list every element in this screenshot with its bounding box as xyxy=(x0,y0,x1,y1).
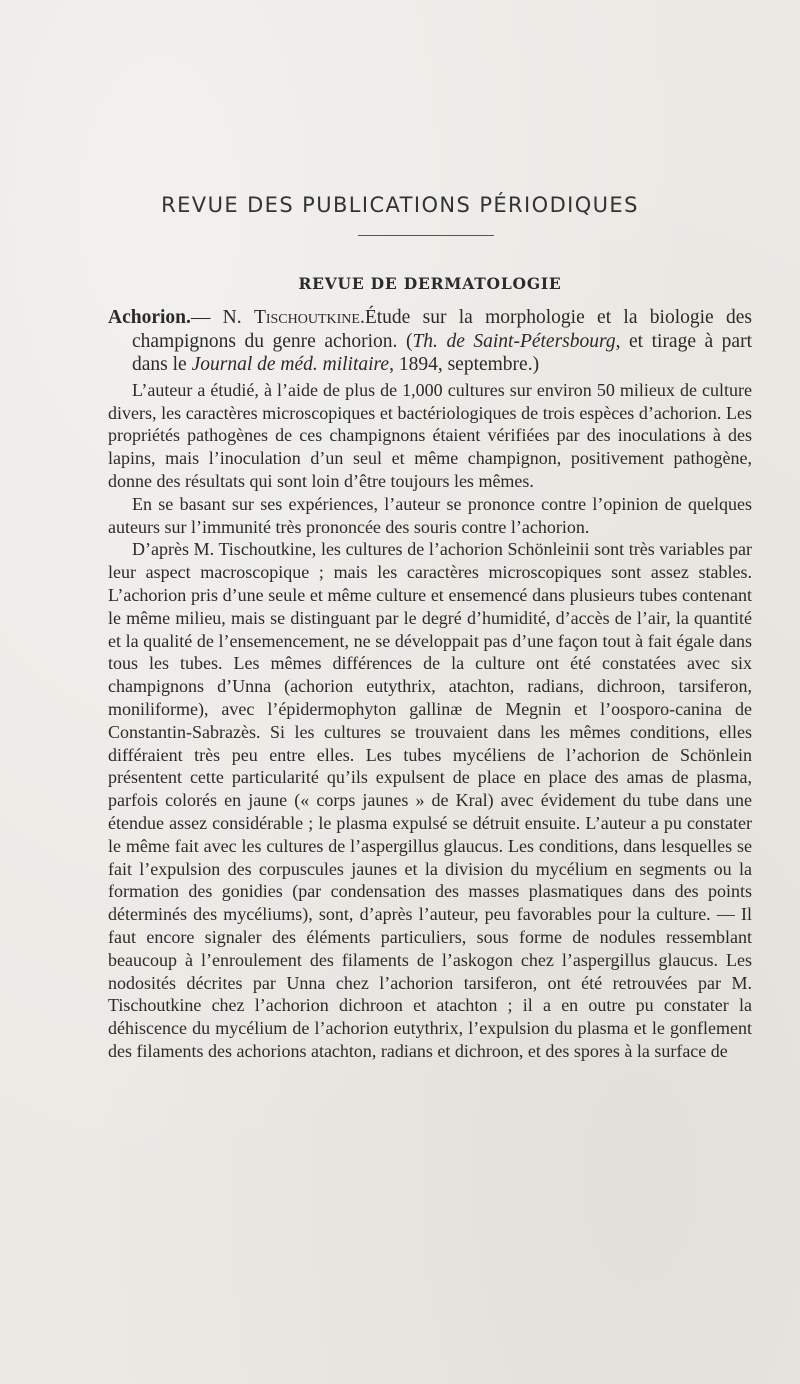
article-body xyxy=(108,306,752,1063)
entry-citation xyxy=(108,306,752,377)
title-rule xyxy=(358,235,494,236)
running-head: REVUE DES PUBLICATIONS PÉRIODIQUES xyxy=(161,193,639,217)
paragraph-2: En se basant sur ses expériences, l’auteur se prononce contre l’opinion de quelques auteurs sur l’immunité très prononcée des souris contre l’achorion. xyxy=(108,493,752,537)
entry-work: .Étude sur la morphologie et la biologie des champignons du genre achorion. ( xyxy=(132,307,752,352)
section-heading: REVUE DE DERMATOLOGIE xyxy=(298,274,562,293)
entry-author: Tischoutkine xyxy=(253,307,360,328)
entry-thesis: Th. de Saint-Pétersbourg xyxy=(412,330,616,352)
entry-date: , 1894, septembre.) xyxy=(389,354,540,376)
paragraph-1: L’auteur a étudié, à l’aide de plus de 1,000 cultures sur environ 50 milieux de culture divers, les caractères microscopiques et bactériologiques de trois espèces d’achorion. Les propriétés pathogènes de ces champignons étaient vérifiées par des inoculations à des lapins, mais l’inoculation d’un seul et même champignon, positivement pathogène, donne des résultats qui sont loin d’être toujours les mêmes. xyxy=(108,379,752,491)
paragraph-3: D’après M. Tischoutkine, les cultures de l’achorion Schönleinii sont très variables par leur aspect macroscopique ; mais les caractères microscopiques sont assez stables. L’achorion pris d’une seule et même culture et ensemencé dans plusieurs tubes contenant le même milieu, mais se distinguant par le degré d’humidité, d’accès de l’air, la quantité et la qualité de l’ensemencement, ne se développait pas d’une façon tout à fait égale dans tous les tubes. Les mêmes différences de la culture ont été constatées avec six champignons d’Unna (achorion eutythrix, atachton, radians, dichroon, tarsiferon, moniliforme), avec l’épidermophyton gallinæ de Megnin et l’oosporo-canina de Constantin-Sabrazès. Si les cultures se trouvaient dans les mêmes conditions, elles différaient très peu entre elles. Les tubes mycéliens de l’achorion de Schönlein présentent cette particularité qu’ils expulsent de place en place des amas de plasma, parfois colorés en jaune (« corps jaunes » de Kral) avec évidement du tube dans une étendue assez considérable ; le plasma expulsé se détruit ensuite. L’auteur a pu constater le même fait avec les cultures de l’aspergillus glaucus. Les conditions, dans lesquelles se fait l’expulsion des corpuscules jaunes et la division du mycélium en segments ou la formation des gonidies (par condensation des masses plasmatiques dans des points déterminés des mycéliums), sont, d’après l’auteur, peu favorables pour la culture. — Il faut encore signaler des éléments particuliers, sous forme de nodules ressemblant beaucoup à l’enroulement des filaments de l’askogon chez l’aspergillus glaucus. Les nodosités décrites par Unna chez l’achorion tarsiferon, ont été retrouvées par M. Tischoutkine chez l’achorion dichroon et atachton ; il a en outre pu constater la déhiscence du mycélium de l’achorion eutythrix, l’expulsion du plasma et le gonflement des filaments des achorions atachton, radians et dichroon, et des spores à la surface de xyxy=(108,539,752,1061)
entry-dash: — N. xyxy=(190,307,254,328)
entry-tirage: , et tirage à part dans le xyxy=(132,330,752,376)
entry-journal: Journal de méd. militaire xyxy=(191,354,390,376)
entry-title: Achorion. xyxy=(108,307,191,328)
